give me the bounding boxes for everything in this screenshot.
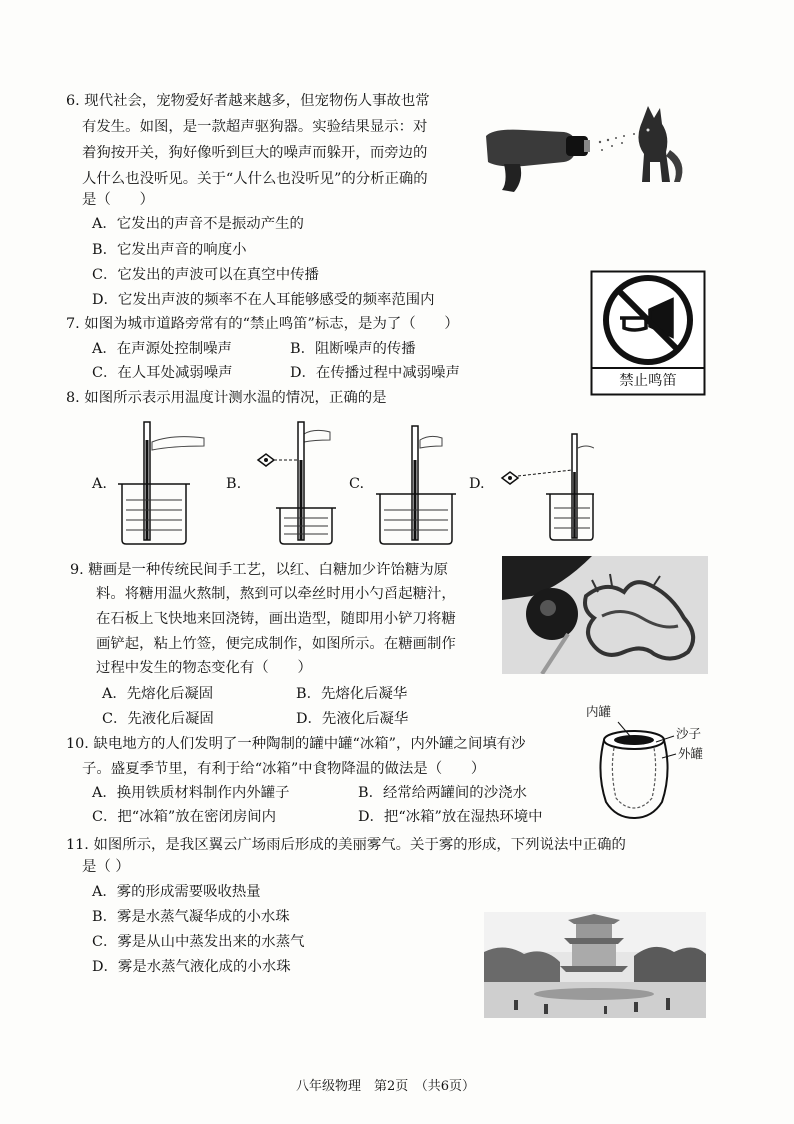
q9-stem-line-3: 在石板上飞快地来回浇铸，画出造型，随即用小铲刀将糖 <box>96 611 456 627</box>
q7-option-d: D．在传播过程中减弱噪声 <box>290 365 460 381</box>
q6-stem-line-2: 有发生。如图，是一款超声驱狗器。实验结果显示：对 <box>82 119 428 135</box>
q9-stem-line-1: 9. 糖画是一种传统民间手工艺，以红、白糖加少许饴糖为原 <box>70 562 449 578</box>
no-horn-sign-label: 禁止鸣笛 <box>619 373 677 389</box>
q6-option-c: C．它发出的声波可以在真空中传播 <box>92 267 319 283</box>
label-sand: 沙子 <box>676 726 702 741</box>
q11-stem-line-2: 是（ ） <box>82 859 130 875</box>
q6-stem-line-5: 是（ ） <box>82 192 154 208</box>
q6-stem-line-1: 6. 现代社会，宠物爱好者越来越多，但宠物伤人事故也常 <box>66 93 430 109</box>
q11-option-d: D．雾是水蒸气液化成的小水珠 <box>92 959 291 975</box>
q10-option-c: C．把“冰箱”放在密闭房间内 <box>92 809 277 825</box>
q11-option-a: A．雾的形成需要吸收热量 <box>92 884 261 900</box>
thermometer-figure-d <box>494 432 594 542</box>
q8-option-a: A. <box>92 476 107 492</box>
label-inner-pot: 内罐 <box>586 704 612 719</box>
ultrasonic-dog-repeller-figure <box>484 96 696 196</box>
q9-option-a: A．先熔化后凝固 <box>102 686 214 702</box>
q9-option-c: C．先液化后凝固 <box>102 711 214 727</box>
q9-stem-line-4: 画铲起，粘上竹签，便完成制作，如图所示。在糖画制作 <box>96 636 456 652</box>
q11-option-b: B．雾是水蒸气凝华成的小水珠 <box>92 909 290 925</box>
thermometer-figure-a <box>112 420 212 546</box>
q10-option-a: A．换用铁质材料制作内外罐子 <box>92 785 290 801</box>
q10-stem-line-2: 子。盛夏季节里，有利于给“冰箱”中食物降温的做法是（ ） <box>82 761 486 777</box>
thermometer-figure-b <box>248 420 348 546</box>
q8-option-c: C. <box>349 476 365 492</box>
q6-stem-line-4: 人什么也没听见。关于“人什么也没听见”的分析正确的 <box>82 171 428 187</box>
q8-option-d: D. <box>469 476 485 492</box>
q10-option-d: D．把“冰箱”放在湿热环境中 <box>358 809 543 825</box>
q9-stem-line-5: 过程中发生的物态变化有（ ） <box>96 660 312 676</box>
q6-stem-line-3: 着狗按开关，狗好像听到巨大的噪声而躲开，而旁边的 <box>82 145 428 161</box>
q7-option-b: B．阻断噪声的传播 <box>290 341 416 357</box>
q7-stem: 7. 如图为城市道路旁常有的“禁止鸣笛”标志，是为了（ ） <box>66 316 459 332</box>
q10-stem-line-1: 10. 缺电地方的人们发明了一种陶制的罐中罐“冰箱”，内外罐之间填有沙 <box>66 736 526 752</box>
q6-option-b: B．它发出声音的响度小 <box>92 242 247 258</box>
q9-stem-line-2: 料。将糖用温火熬制，熬到可以牵丝时用小勺舀起糖汁， <box>96 586 456 602</box>
q9-option-d: D．先液化后凝华 <box>296 711 409 727</box>
q6-option-d: D．它发出声波的频率不在人耳能够感受的频率范围内 <box>92 292 435 308</box>
q10-option-b: B．经常给两罐间的沙浇水 <box>358 785 527 801</box>
pot-in-pot-fridge-figure <box>586 704 708 822</box>
thermometer-figure-c <box>370 420 470 546</box>
q7-option-a: A．在声源处控制噪声 <box>92 341 232 357</box>
q11-option-c: C．雾是从山中蒸发出来的水蒸气 <box>92 934 305 950</box>
page-footer: 八年级物理 第2页 （共6页） <box>296 1079 476 1094</box>
q11-stem-line-1: 11. 如图所示，是我区翼云广场雨后形成的美丽雾气。关于雾的形成，下列说法中正确的 <box>66 837 626 853</box>
q6-option-a: A．它发出的声音不是振动产生的 <box>92 216 304 232</box>
no-horn-sign <box>590 270 706 396</box>
foggy-plaza-photo <box>484 912 706 1018</box>
q7-option-c: C．在人耳处减弱噪声 <box>92 365 233 381</box>
q8-option-b: B. <box>226 476 242 492</box>
label-outer-pot: 外罐 <box>678 746 704 761</box>
q9-option-b: B．先熔化后凝华 <box>296 686 408 702</box>
q8-stem: 8. 如图所示表示用温度计测水温的情况，正确的是 <box>66 390 387 406</box>
sugar-painting-photo <box>502 556 708 674</box>
